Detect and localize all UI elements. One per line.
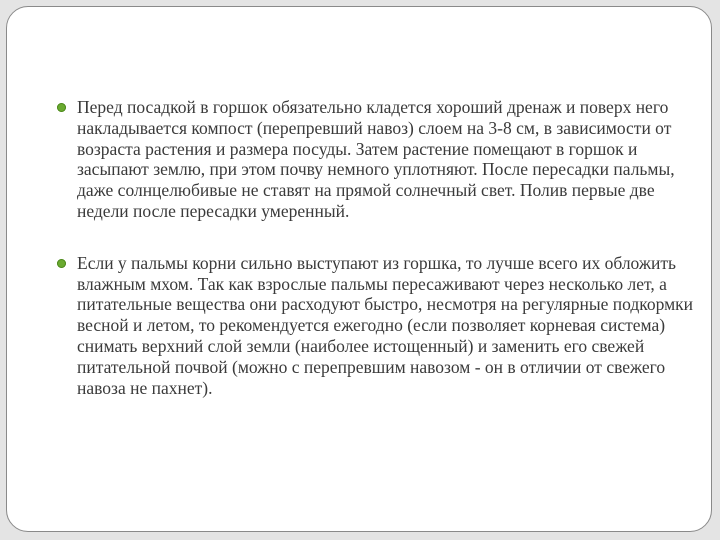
bullet-text: Если у пальмы корни сильно выступают из горшка, то лучше всего их обложить влажным мхом. Так как взрослые пальмы пересаживают через несколько лет, а питательные вещества они расходуют быстро, несмотря на регулярные подкормки весной и летом, то рекомендуется ежегодно (если позволяет корневая система) снимать верхний слой земли (наиболее истощенный) и заменить его свежей питательной почвой (можно с перепревшим навозом - он в отличии от свежего навоза не пахнет). (77, 252, 694, 398)
slide-content (55, 97, 695, 398)
bullet-item (55, 253, 695, 399)
bullet-dot-icon (57, 259, 66, 268)
bullet-item (55, 97, 695, 222)
bullet-dot-icon (57, 103, 66, 112)
bullet-text: Перед посадкой в горшок обязательно кладется хороший дренаж и поверх него накладывается компост (перепревший навоз) слоем на 3-8 см, в зависимости от возраста растения и размера посуды. Затем растение помещают в горшок и засыпают землю, при этом почву немного уплотняют. После пересадки пальмы, даже солнцелюбивые не ставят на прямой солнечный свет. Полив первые две недели после пересадки умеренный. (77, 97, 675, 221)
slide (6, 6, 712, 532)
